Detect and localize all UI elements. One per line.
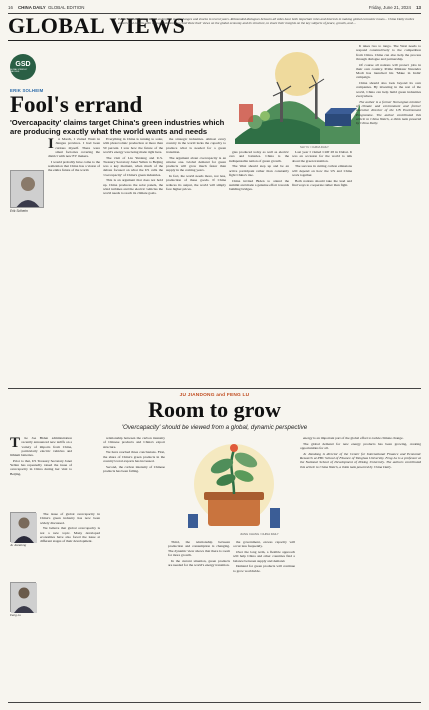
article1-paragraph: This is an argument that does not hold up. China produces the solar panels, the wind turbines and the electric vehicles the world needs to reach its climate goals. <box>103 178 163 196</box>
article2-paragraph: The global demand for new energy products has been growing, creating opportunities for all. <box>300 441 421 450</box>
article2-paragraph: The issue of global overcapacity in China's green industry has now been widely discussed. <box>40 512 100 525</box>
article1-paragraph: The West should step up and be an active participant rather than constantly fight China's rise. <box>229 164 289 177</box>
author-photo-ju-jiandong <box>10 512 36 542</box>
author-photo-feng-lu <box>10 582 36 612</box>
illustration-credit-2: JIANG CHANG / CHINA DAILY <box>240 532 279 536</box>
article1-paragraph: the strategic industries. Almost every country in the world lacks the capacity to produce what is needed for a green transition. <box>166 137 226 154</box>
article2-paragraph: We have reached three conclusions. First, the share of China's green products in the country's total exports has increased. <box>103 450 165 463</box>
publication-name: CHINA DAILY <box>18 5 46 10</box>
article1-paragraph: Last year I visited COP 28 in Dubai. It was an occasion for the world to talk about the green transition. <box>292 150 352 163</box>
footer-rule <box>8 702 421 703</box>
issue-date: Friday, June 21, 2024 <box>368 5 411 10</box>
author-bio: The author is a former Norwegian minister of climate and environment and former executive director of the UN Environment Programme. The author contributed this article to China Watch, a think tank powered by China Daily. <box>356 99 421 126</box>
author-photo-erik-solheim <box>10 170 44 208</box>
page-number-left: 16 <box>8 5 13 10</box>
article2-paragraph: Second, the carbon intensity of Chinese products has been falling. <box>103 464 165 473</box>
logo-text: GSD <box>15 60 31 68</box>
article2-byline: JU JIANDONG and FENG LU <box>179 393 250 398</box>
article2-paragraph: the government, excess capacity will occur less frequently. <box>233 540 295 549</box>
article1-paragraph: Of course all nations will protect jobs in their own country. Prime Minister Narendra Modi has launched his 'Make in India' campaign. <box>356 62 421 80</box>
article2-column-1 <box>10 436 72 510</box>
article2-paragraph: energy is an important part of the global effort to tackle climate change. <box>303 436 404 440</box>
dropcap-t: T <box>10 436 21 451</box>
article1-column-6 <box>356 44 421 385</box>
article2-column-5 <box>233 540 295 700</box>
article1-column-4 <box>229 150 289 385</box>
article1-paragraph: I would probably have come to the realization that China has a vision of the entire future of the world. <box>48 159 100 173</box>
author-bio: Ju Jiandong is director of the Center for International Finance and Economic Research at PBC School of Finance of Tsinghua University. Feng Lu is a professor at the National School of Development of Peking University. The authors contributed this article to China Watch, a think tank powered by China Daily. <box>300 451 421 469</box>
article2-column-2 <box>40 512 100 700</box>
article2-paragraph: Prior to that, US Treasury Secretary Janet Yellen has repeatedly raised the issue of overcapacity in China during her visit to Beijing. <box>10 458 72 476</box>
portrait-caption: Feng Lu <box>10 613 22 617</box>
portrait-caption: Erik Solheim <box>10 209 28 213</box>
article1-column-3 <box>166 137 226 385</box>
article1-paragraph: Both nations should take the lead and find ways to cooperate rather than fight. <box>292 178 352 187</box>
portrait-caption: Ju Jiandong <box>10 543 27 547</box>
article2-paragraph: he Joe Biden administration recently announced new tariffs on a variety of imports from China, particularly electric vehicles and lithium batteries. <box>10 436 72 458</box>
article2-deck: 'Overcapacity' should be viewed from a global, dynamic perspective <box>121 424 308 431</box>
article1-paragraph: gies produced today as well as electric cars and batteries. China is the indispensable nation of green growth. <box>229 150 289 163</box>
article1-paragraph: The argument about overcapacity is an unwise one. Global demand for green products will grow much faster than supply in the coming years. <box>166 155 226 173</box>
article1-paragraph: n March, I visited Wuxi in Jiangsu province. I had been curious myself. There were smart factories covering the district with new EV makers. <box>48 137 100 159</box>
article2-column-4 <box>168 540 230 700</box>
article2-paragraph: relationship between the carbon intensity of Chinese products and China's export structure. <box>103 436 165 449</box>
article2-paragraph: Over the long term, a flexible approach will help China and other countries find a balance between supply and demand. <box>233 549 295 563</box>
illustration-credit-1: SHI YU / CHINA DAILY <box>300 145 329 149</box>
portrait-icon <box>11 583 37 613</box>
editor-note: Editor's note: The world has undergone many changes and shocks in recent years. Rebounded dialogues between all sides have both important roles and interests in making global economic issues... China Daily invites experts and experts with strong credentials to contribute their views on the global economy and its structure, to share their insights on the key subjects of peace, growth, and ... <box>118 17 415 26</box>
edition-label: GLOBAL EDITION <box>48 5 85 10</box>
article1-paragraph: The visit of Liu Yuxiang and U.S. Treasury Secretary Janet Yellen to Beijing was a key moment, when much of the debate focused on what the US calls the 'overcapacity' of China's green industries. <box>103 155 163 177</box>
article1-column-2 <box>103 137 163 385</box>
article1-column-5 <box>292 150 352 385</box>
logo-subtext: GLOBAL STRATEGY DIALOGUE <box>10 68 28 73</box>
article1-paragraph: China invited Biden to attend the summit and made a genuine effort towards building bridges. <box>229 178 289 192</box>
article2-column-3 <box>103 436 165 700</box>
article1-headline: Fool's errand <box>10 92 143 117</box>
article1-byline: ERIK SOLHEIM <box>10 88 44 93</box>
gsd-logo <box>10 54 36 80</box>
article1-paragraph: The success in cutting carbon emissions will depend on how the US and China work together. <box>292 164 352 177</box>
article2-column-6 <box>300 436 421 700</box>
article1-paragraph: Everything in China is turning to solar, with photovoltaic production at more than 50 percent. I saw how the future of the world's energy was being made right here. <box>103 137 163 154</box>
article2-paragraph: Demand for green products will continue to grow worldwide. <box>233 564 295 573</box>
portrait-icon <box>11 171 44 208</box>
article2-headline: Room to grow <box>148 397 281 422</box>
article1-paragraph: China should also look beyond its own companies. By investing in the rest of the world, China can help build green industries everywhere. <box>356 81 421 99</box>
article2-paragraph: In the current situation, green products are needed for the world's energy transition. <box>168 558 230 567</box>
page-header <box>8 5 421 13</box>
illustration-growth-plant <box>168 436 300 532</box>
article2-paragraph: Third, the relationship between production and consumption is changing. The dynamic view shows that there is room for more growth. <box>168 540 230 557</box>
portrait-icon <box>11 513 37 543</box>
article2-paragraph: We believe that global overcapacity is not a new topic. Many developed economies have also faced the issue at different stages of their development. <box>40 526 100 544</box>
dropcap-i: I <box>48 137 54 152</box>
masthead-rule <box>8 40 421 41</box>
illustration-green-world <box>225 44 365 144</box>
article1-paragraph: It takes two to tango. The West needs to respond constructively to the competition from China. China can also help the process through dialogue and partnership. <box>356 44 421 61</box>
section-masthead: GLOBAL VIEWS <box>8 13 186 38</box>
article1-paragraph: In fact, the world needs more, not less, production of these goods. If China reduces its output, the world will simply face higher prices. <box>166 174 226 192</box>
article-separator <box>8 388 421 389</box>
article1-column-1 <box>48 137 100 385</box>
article1-deck: 'Overcapacity' claims target China's green industries which are producing exactly what the world wants and needs <box>10 118 225 137</box>
page-number-right: 13 <box>416 5 421 10</box>
